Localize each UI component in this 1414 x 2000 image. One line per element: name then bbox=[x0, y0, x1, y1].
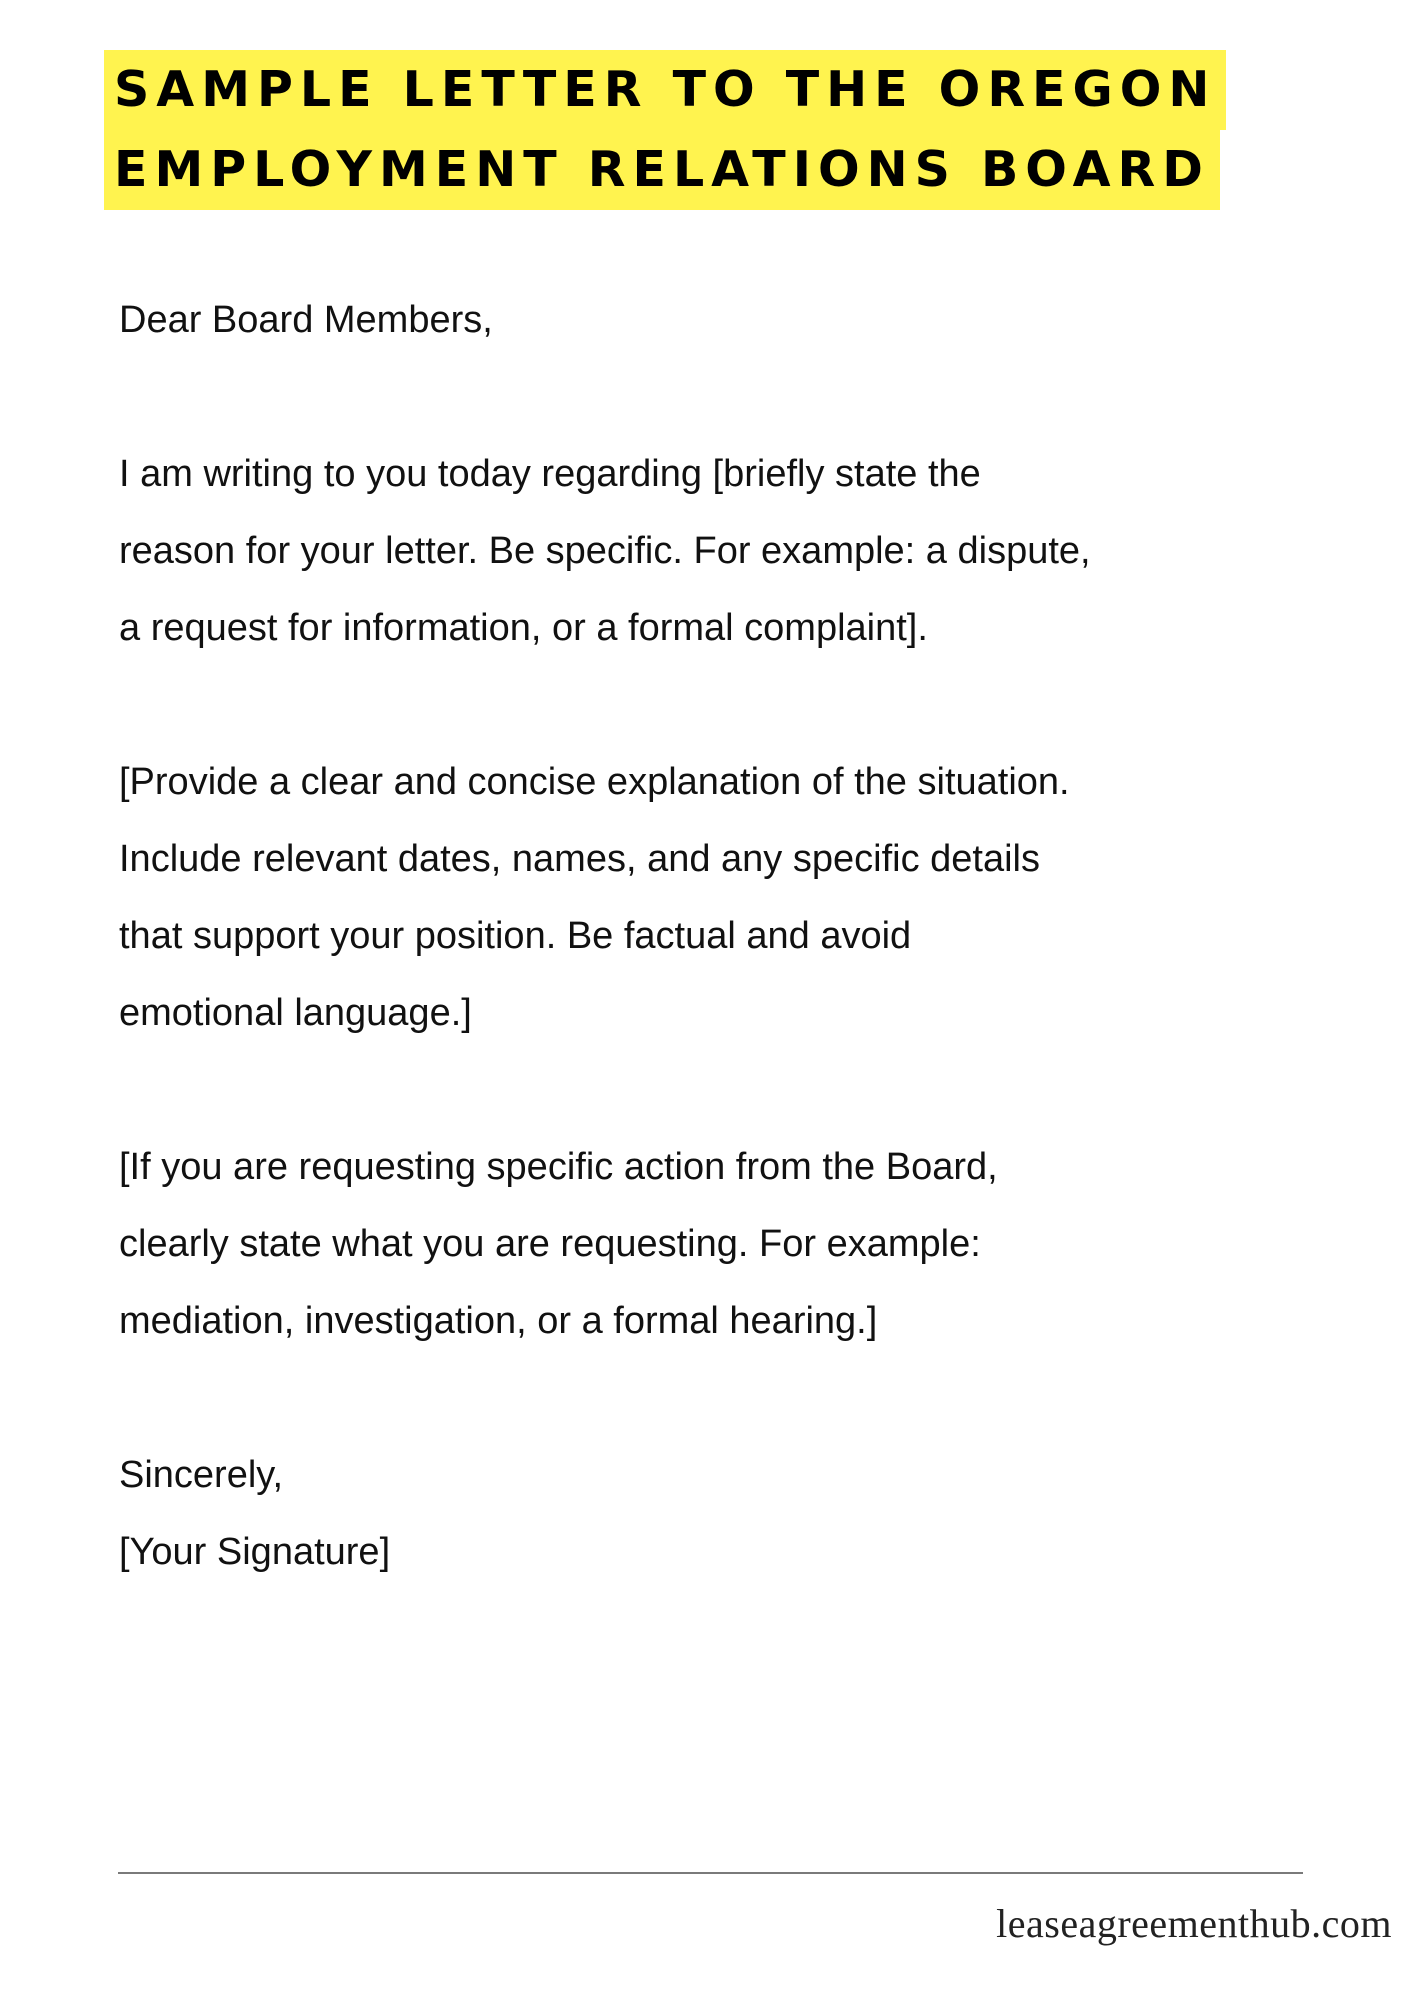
closing-block bbox=[119, 1437, 1349, 1591]
paragraph-request-line: mediation, investigation, or a formal hearing.] bbox=[119, 1300, 878, 1342]
paragraph-explanation-line: Include relevant dates, names, and any specific details bbox=[119, 838, 1040, 880]
footer-website: leaseagreementhub.com bbox=[996, 1901, 1392, 1946]
salutation: Dear Board Members, bbox=[119, 299, 493, 341]
paragraph-request-line: clearly state what you are requesting. For example: bbox=[119, 1223, 981, 1265]
paragraph-request bbox=[119, 1129, 1349, 1360]
paragraph-explanation-line: that support your position. Be factual and avoid bbox=[119, 915, 912, 957]
paragraph-explanation-line: [Provide a clear and concise explanation of the situation. bbox=[119, 761, 1070, 803]
paragraph-explanation-line: emotional language.] bbox=[119, 992, 472, 1034]
page-title bbox=[104, 50, 1252, 210]
paragraph-reason-line: I am writing to you today regarding [briefly state the bbox=[119, 453, 981, 495]
title-line-2: EMPLOYMENT RELATIONS BOARD bbox=[104, 130, 1220, 210]
paragraph-reason-line: reason for your letter. Be specific. For example: a dispute, bbox=[119, 530, 1091, 572]
footer-divider bbox=[118, 1872, 1303, 1874]
title-line-1: SAMPLE LETTER TO THE OREGON bbox=[104, 50, 1226, 130]
paragraph-request-line: [If you are requesting specific action from the Board, bbox=[119, 1146, 998, 1188]
paragraph-reason bbox=[119, 436, 1349, 667]
signature-placeholder: [Your Signature] bbox=[119, 1531, 391, 1573]
closing: Sincerely, bbox=[119, 1454, 284, 1496]
letter-body bbox=[119, 282, 1349, 1591]
paragraph-reason-line: a request for information, or a formal complaint]. bbox=[119, 607, 928, 649]
paragraph-explanation bbox=[119, 744, 1349, 1052]
